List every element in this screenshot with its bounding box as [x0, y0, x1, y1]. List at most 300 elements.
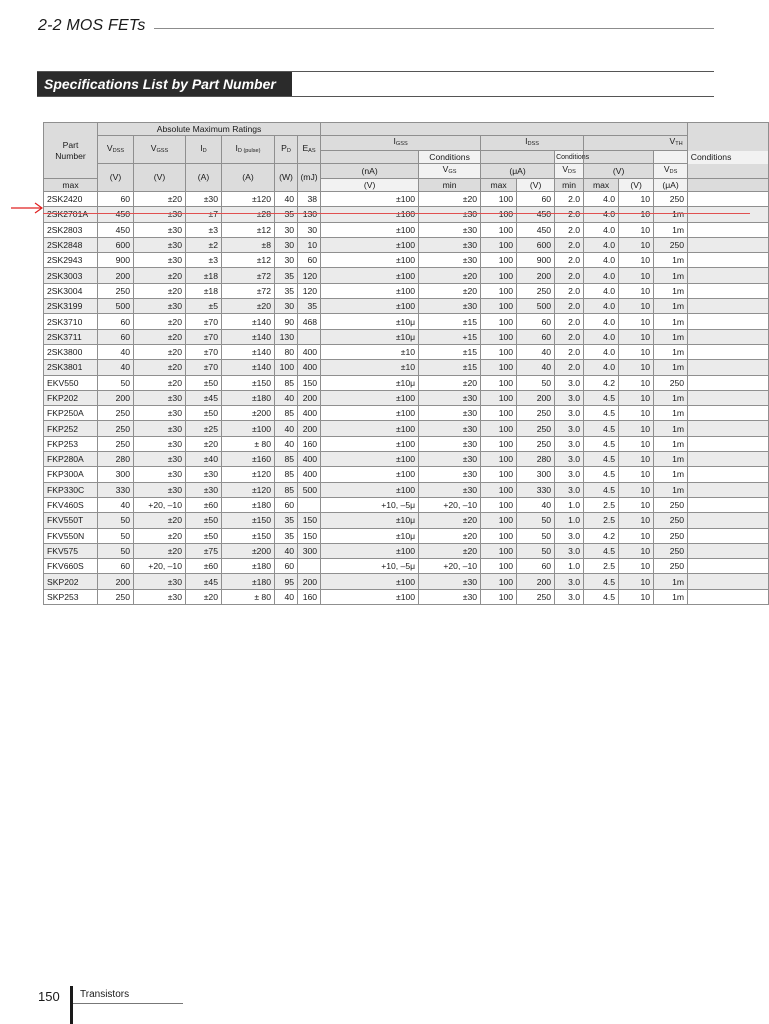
table-cell: ±150 [222, 528, 275, 543]
table-cell: 10 [619, 207, 654, 222]
table-cell: +10, –5μ [321, 559, 419, 574]
table-cell: 10 [619, 559, 654, 574]
table-cell: ±20 [134, 375, 186, 390]
table-cell: +20, –10 [134, 559, 186, 574]
table-cell: 100 [481, 207, 517, 222]
table-cell: ±30 [134, 467, 186, 482]
table-cell: 50 [517, 543, 555, 558]
table-cell: ±50 [186, 528, 222, 543]
unit-vdss: (V) [98, 164, 134, 192]
table-cell: 1m [654, 207, 688, 222]
table-cell: ±180 [222, 390, 275, 405]
table-cell: ±10μ [321, 314, 419, 329]
table-cell: 100 [481, 406, 517, 421]
header-abs-max: Absolute Maximum Ratings [98, 123, 321, 136]
header-vth-blank [584, 151, 654, 164]
table-cell: 200 [98, 574, 134, 589]
table-cell: 60 [98, 329, 134, 344]
table-cell: ±20 [134, 268, 186, 283]
table-cell: ±75 [186, 543, 222, 558]
table-cell: 10 [619, 543, 654, 558]
table-cell: 600 [98, 237, 134, 252]
table-cell: ±20 [186, 589, 222, 604]
table-cell: ±60 [186, 559, 222, 574]
table-cell: 60 [517, 314, 555, 329]
table-cell: 250 [517, 421, 555, 436]
table-cell: 1m [654, 452, 688, 467]
table-cell: 4.0 [584, 344, 619, 359]
table-cell: ±30 [419, 574, 481, 589]
table-cell: 4.0 [584, 222, 619, 237]
table-row [44, 513, 769, 528]
table-cell: 3.0 [555, 452, 584, 467]
header-igss-conditions: Conditions [419, 151, 481, 164]
table-cell: ±100 [321, 574, 419, 589]
table-cell-empty [688, 237, 769, 252]
table-cell: 4.0 [584, 253, 619, 268]
part-number-cell: 2SK3710 [44, 314, 98, 329]
table-cell: 130 [298, 207, 321, 222]
table-cell-empty [688, 528, 769, 543]
table-cell: 200 [298, 390, 321, 405]
unit-id: (A) [186, 164, 222, 192]
table-cell: 250 [517, 436, 555, 451]
table-row [44, 543, 769, 558]
table-cell: ±20 [419, 513, 481, 528]
table-cell: ±20 [419, 283, 481, 298]
table-cell: 3.0 [555, 436, 584, 451]
table-cell: 2.0 [555, 222, 584, 237]
table-cell: 2.0 [555, 207, 584, 222]
table-cell: ±70 [186, 329, 222, 344]
table-cell: 200 [298, 574, 321, 589]
table-cell: 50 [517, 375, 555, 390]
header-part-number: Part Number [44, 123, 98, 179]
table-cell: ±70 [186, 360, 222, 375]
section-rule [154, 28, 714, 29]
table-cell-empty [688, 360, 769, 375]
table-cell: 30 [275, 222, 298, 237]
table-cell: ±30 [419, 299, 481, 314]
table-cell: 40 [275, 390, 298, 405]
header-vgs: VGS [419, 164, 481, 179]
table-cell: 10 [619, 375, 654, 390]
arrow-right-icon [10, 201, 44, 215]
table-cell: 400 [298, 360, 321, 375]
table-cell: 900 [517, 253, 555, 268]
table-cell: 3.0 [555, 375, 584, 390]
table-cell: 10 [619, 299, 654, 314]
table-cell: ±20 [134, 528, 186, 543]
table-cell: 2.0 [555, 314, 584, 329]
table-cell: 35 [298, 299, 321, 314]
table-cell: ±100 [321, 192, 419, 207]
table-cell: ±50 [186, 375, 222, 390]
header-vth-conditions: Conditions [654, 151, 769, 164]
table-cell: ±100 [321, 390, 419, 405]
table-cell: ±150 [222, 375, 275, 390]
header-blank-right-2 [688, 179, 769, 192]
table-cell: 280 [98, 452, 134, 467]
part-number-cell: 2SK2803 [44, 222, 98, 237]
table-row [44, 559, 769, 574]
table-cell: 10 [619, 467, 654, 482]
table-cell: 300 [517, 467, 555, 482]
table-cell-empty [688, 207, 769, 222]
table-cell-empty [688, 222, 769, 237]
table-cell: ±100 [321, 237, 419, 252]
table-cell: ±20 [419, 543, 481, 558]
header-vds: VDS [555, 164, 584, 179]
table-cell: ±120 [222, 467, 275, 482]
table-cell: 100 [481, 390, 517, 405]
header-igss: IGSS [321, 136, 481, 151]
table-cell: 2.0 [555, 268, 584, 283]
table-cell: 1m [654, 574, 688, 589]
table-cell-empty [688, 421, 769, 436]
table-cell: ±100 [321, 482, 419, 497]
table-cell: 4.0 [584, 314, 619, 329]
table-cell: ±30 [419, 436, 481, 451]
table-cell: 100 [481, 375, 517, 390]
table-cell: 3.0 [555, 528, 584, 543]
table-cell: 250 [517, 283, 555, 298]
table-cell: ±70 [186, 314, 222, 329]
table-cell: 250 [98, 436, 134, 451]
table-cell: ±20 [222, 299, 275, 314]
table-cell: 400 [298, 467, 321, 482]
table-row [44, 314, 769, 329]
table-cell: 400 [298, 406, 321, 421]
table-cell: ±30 [134, 589, 186, 604]
table-cell: 40 [98, 344, 134, 359]
table-cell: 4.5 [584, 543, 619, 558]
table-cell-empty [688, 344, 769, 359]
table-cell: ±20 [134, 513, 186, 528]
table-row [44, 192, 769, 207]
table-cell: 1.0 [555, 497, 584, 512]
table-cell: 85 [275, 482, 298, 497]
table-cell: 120 [298, 283, 321, 298]
table-cell: ±180 [222, 497, 275, 512]
table-cell: +20, –10 [134, 497, 186, 512]
table-cell [298, 329, 321, 344]
part-number-cell: FKP252 [44, 421, 98, 436]
table-cell: 90 [275, 314, 298, 329]
table-cell: 100 [481, 268, 517, 283]
unit-igss: (nA) [321, 164, 419, 179]
table-cell: 1.0 [555, 513, 584, 528]
table-cell: 30 [275, 253, 298, 268]
table-cell: 40 [275, 192, 298, 207]
table-cell: 4.2 [584, 375, 619, 390]
table-cell: 250 [654, 543, 688, 558]
table-cell: 30 [298, 222, 321, 237]
table-cell: ±30 [419, 482, 481, 497]
table-cell: ±100 [321, 253, 419, 268]
table-cell: 250 [98, 283, 134, 298]
unit-vds: (V) [517, 179, 555, 192]
table-cell: ±45 [186, 390, 222, 405]
table-cell: 4.0 [584, 299, 619, 314]
table-cell: 80 [275, 344, 298, 359]
table-row [44, 467, 769, 482]
table-cell: 100 [481, 436, 517, 451]
table-cell: ±30 [419, 452, 481, 467]
table-cell: ±30 [134, 390, 186, 405]
table-cell: 3.0 [555, 390, 584, 405]
table-row [44, 360, 769, 375]
table-cell: ±40 [186, 452, 222, 467]
table-cell: 150 [298, 375, 321, 390]
table-cell: 100 [481, 299, 517, 314]
table-cell: 200 [298, 421, 321, 436]
table-cell: 60 [275, 497, 298, 512]
table-cell: ±160 [222, 452, 275, 467]
table-cell: ±100 [321, 436, 419, 451]
header-vth: VTH [584, 136, 769, 151]
table-row [44, 375, 769, 390]
table-cell: 250 [654, 237, 688, 252]
table-cell: ±25 [186, 421, 222, 436]
table-cell: 10 [619, 528, 654, 543]
table-cell: 35 [275, 528, 298, 543]
table-cell: 100 [481, 283, 517, 298]
table-cell: ±100 [321, 299, 419, 314]
table-cell: 40 [98, 360, 134, 375]
table-cell: ±20 [134, 360, 186, 375]
table-cell: 50 [98, 375, 134, 390]
table-cell: ±10μ [321, 528, 419, 543]
page-number: 150 [38, 989, 60, 1004]
table-cell: 1m [654, 268, 688, 283]
table-cell: 95 [275, 574, 298, 589]
table-cell: ±30 [419, 222, 481, 237]
table-cell: 100 [481, 222, 517, 237]
table-cell: ±100 [321, 406, 419, 421]
table-cell: ±30 [419, 406, 481, 421]
part-number-cell: FKP253 [44, 436, 98, 451]
part-number-cell: FKP330C [44, 482, 98, 497]
table-cell: 40 [275, 543, 298, 558]
unit-eas: (mJ) [298, 164, 321, 192]
table-cell: 100 [481, 528, 517, 543]
table-cell: 10 [619, 589, 654, 604]
table-cell: 10 [619, 283, 654, 298]
table-cell: 4.5 [584, 421, 619, 436]
table-cell: 38 [298, 192, 321, 207]
table-cell: ±28 [222, 207, 275, 222]
unit-vth: (V) [584, 164, 654, 179]
table-cell: 100 [481, 253, 517, 268]
table-cell: 1m [654, 360, 688, 375]
footer-rule [73, 1003, 183, 1004]
table-cell: 1m [654, 390, 688, 405]
header-idss-blank [481, 151, 555, 164]
table-cell: ±10μ [321, 513, 419, 528]
table-cell: 330 [517, 482, 555, 497]
table-cell: ±20 [134, 329, 186, 344]
table-cell: 1m [654, 482, 688, 497]
part-number-cell: 2SK3003 [44, 268, 98, 283]
table-cell: ±10 [321, 344, 419, 359]
unit-vgs: (V) [321, 179, 419, 192]
part-number-cell: EKV550 [44, 375, 98, 390]
table-cell: 130 [275, 329, 298, 344]
table-cell: 100 [481, 497, 517, 512]
table-cell: ±100 [321, 283, 419, 298]
table-cell: ±30 [134, 436, 186, 451]
table-cell: 4.5 [584, 390, 619, 405]
table-cell-empty [688, 436, 769, 451]
table-cell: 60 [517, 559, 555, 574]
table-cell: 500 [98, 299, 134, 314]
table-cell: 1.0 [555, 559, 584, 574]
table-cell: ±100 [222, 421, 275, 436]
table-row [44, 329, 769, 344]
table-cell: 200 [517, 268, 555, 283]
table-cell-empty [688, 589, 769, 604]
table-cell: ±30 [134, 222, 186, 237]
table-cell: 100 [481, 543, 517, 558]
table-cell: 200 [98, 390, 134, 405]
table-cell: ±45 [186, 574, 222, 589]
table-cell: ±140 [222, 360, 275, 375]
table-cell: 40 [517, 360, 555, 375]
table-cell: ±180 [222, 559, 275, 574]
table-cell: 40 [275, 436, 298, 451]
table-cell: +20, –10 [419, 497, 481, 512]
table-cell: ±3 [186, 222, 222, 237]
table-cell: 3.0 [555, 406, 584, 421]
table-cell: 35 [275, 513, 298, 528]
table-cell: ±200 [222, 406, 275, 421]
table-cell: ±20 [419, 528, 481, 543]
table-body [44, 192, 769, 605]
table-cell: 900 [98, 253, 134, 268]
table-cell: 10 [619, 574, 654, 589]
table-cell: 100 [481, 421, 517, 436]
table-cell: 35 [275, 268, 298, 283]
table-cell: 100 [481, 589, 517, 604]
table-cell: 2.0 [555, 360, 584, 375]
table-cell: ±180 [222, 574, 275, 589]
table-row [44, 421, 769, 436]
table-cell: 1m [654, 222, 688, 237]
sub-vth-max: max [584, 179, 619, 192]
table-cell: 30 [275, 299, 298, 314]
table-cell: 3.0 [555, 589, 584, 604]
table-cell: 10 [619, 390, 654, 405]
table-cell-empty [688, 299, 769, 314]
table-cell: 280 [517, 452, 555, 467]
table-cell: ±20 [419, 375, 481, 390]
table-cell: ±12 [222, 253, 275, 268]
table-cell: 1m [654, 589, 688, 604]
header-vth-vds: VDS [654, 164, 688, 179]
table-cell: ±10 [321, 360, 419, 375]
table-cell [298, 559, 321, 574]
table-cell: 50 [517, 528, 555, 543]
table-cell: 100 [481, 192, 517, 207]
table-cell: 250 [517, 589, 555, 604]
section-title: 2-2 MOS FETs [38, 17, 146, 34]
spec-table [43, 122, 769, 605]
table-cell: 10 [619, 513, 654, 528]
table-cell: 100 [481, 360, 517, 375]
table-cell: 4.0 [584, 360, 619, 375]
table-cell: ±60 [186, 497, 222, 512]
part-number-cell: FKV460S [44, 497, 98, 512]
part-number-cell: FKP300A [44, 467, 98, 482]
table-cell: 4.5 [584, 406, 619, 421]
table-cell: 40 [98, 497, 134, 512]
part-number-cell: 2SK3800 [44, 344, 98, 359]
table-cell: 10 [298, 237, 321, 252]
table-cell: 50 [98, 543, 134, 558]
table-cell: +20, –10 [419, 559, 481, 574]
table-cell: 2.5 [584, 559, 619, 574]
table-cell: ±12 [222, 222, 275, 237]
table-cell: 150 [298, 513, 321, 528]
table-cell: ±2 [186, 237, 222, 252]
table-cell: 10 [619, 436, 654, 451]
table-cell: 1m [654, 329, 688, 344]
table-cell: 4.5 [584, 467, 619, 482]
table-cell: 468 [298, 314, 321, 329]
table-cell-empty [688, 253, 769, 268]
table-cell-empty [688, 559, 769, 574]
table-row [44, 528, 769, 543]
table-cell: ±15 [419, 360, 481, 375]
table-cell: 60 [517, 192, 555, 207]
table-cell: 500 [517, 299, 555, 314]
part-number-cell: FKP202 [44, 390, 98, 405]
table-cell: 600 [517, 237, 555, 252]
table-cell: ±30 [186, 192, 222, 207]
table-cell-empty [688, 329, 769, 344]
table-cell: ±30 [134, 482, 186, 497]
table-cell: ±120 [222, 192, 275, 207]
table-header [44, 123, 769, 192]
table-cell: ±100 [321, 543, 419, 558]
table-cell: ±30 [186, 467, 222, 482]
table-cell-empty [688, 192, 769, 207]
part-number-cell: FKV550N [44, 528, 98, 543]
table-cell: ±30 [419, 421, 481, 436]
sub-igss-max: max [44, 179, 98, 192]
table-cell: 60 [98, 314, 134, 329]
table-cell: 10 [619, 329, 654, 344]
table-cell: ±30 [419, 467, 481, 482]
table-row [44, 299, 769, 314]
table-cell: 450 [98, 207, 134, 222]
table-cell: 10 [619, 344, 654, 359]
table-cell: 1m [654, 314, 688, 329]
table-cell: 2.5 [584, 513, 619, 528]
table-cell: ±20 [419, 192, 481, 207]
table-cell: ±30 [134, 207, 186, 222]
table-cell: 60 [275, 559, 298, 574]
table-cell: 250 [654, 528, 688, 543]
table-row [44, 574, 769, 589]
footer-section: Transistors [80, 989, 130, 1000]
table-cell: 160 [298, 436, 321, 451]
table-cell: 3.0 [555, 574, 584, 589]
table-cell: ±50 [186, 513, 222, 528]
part-number-cell: SKP253 [44, 589, 98, 604]
table-cell: ±18 [186, 268, 222, 283]
